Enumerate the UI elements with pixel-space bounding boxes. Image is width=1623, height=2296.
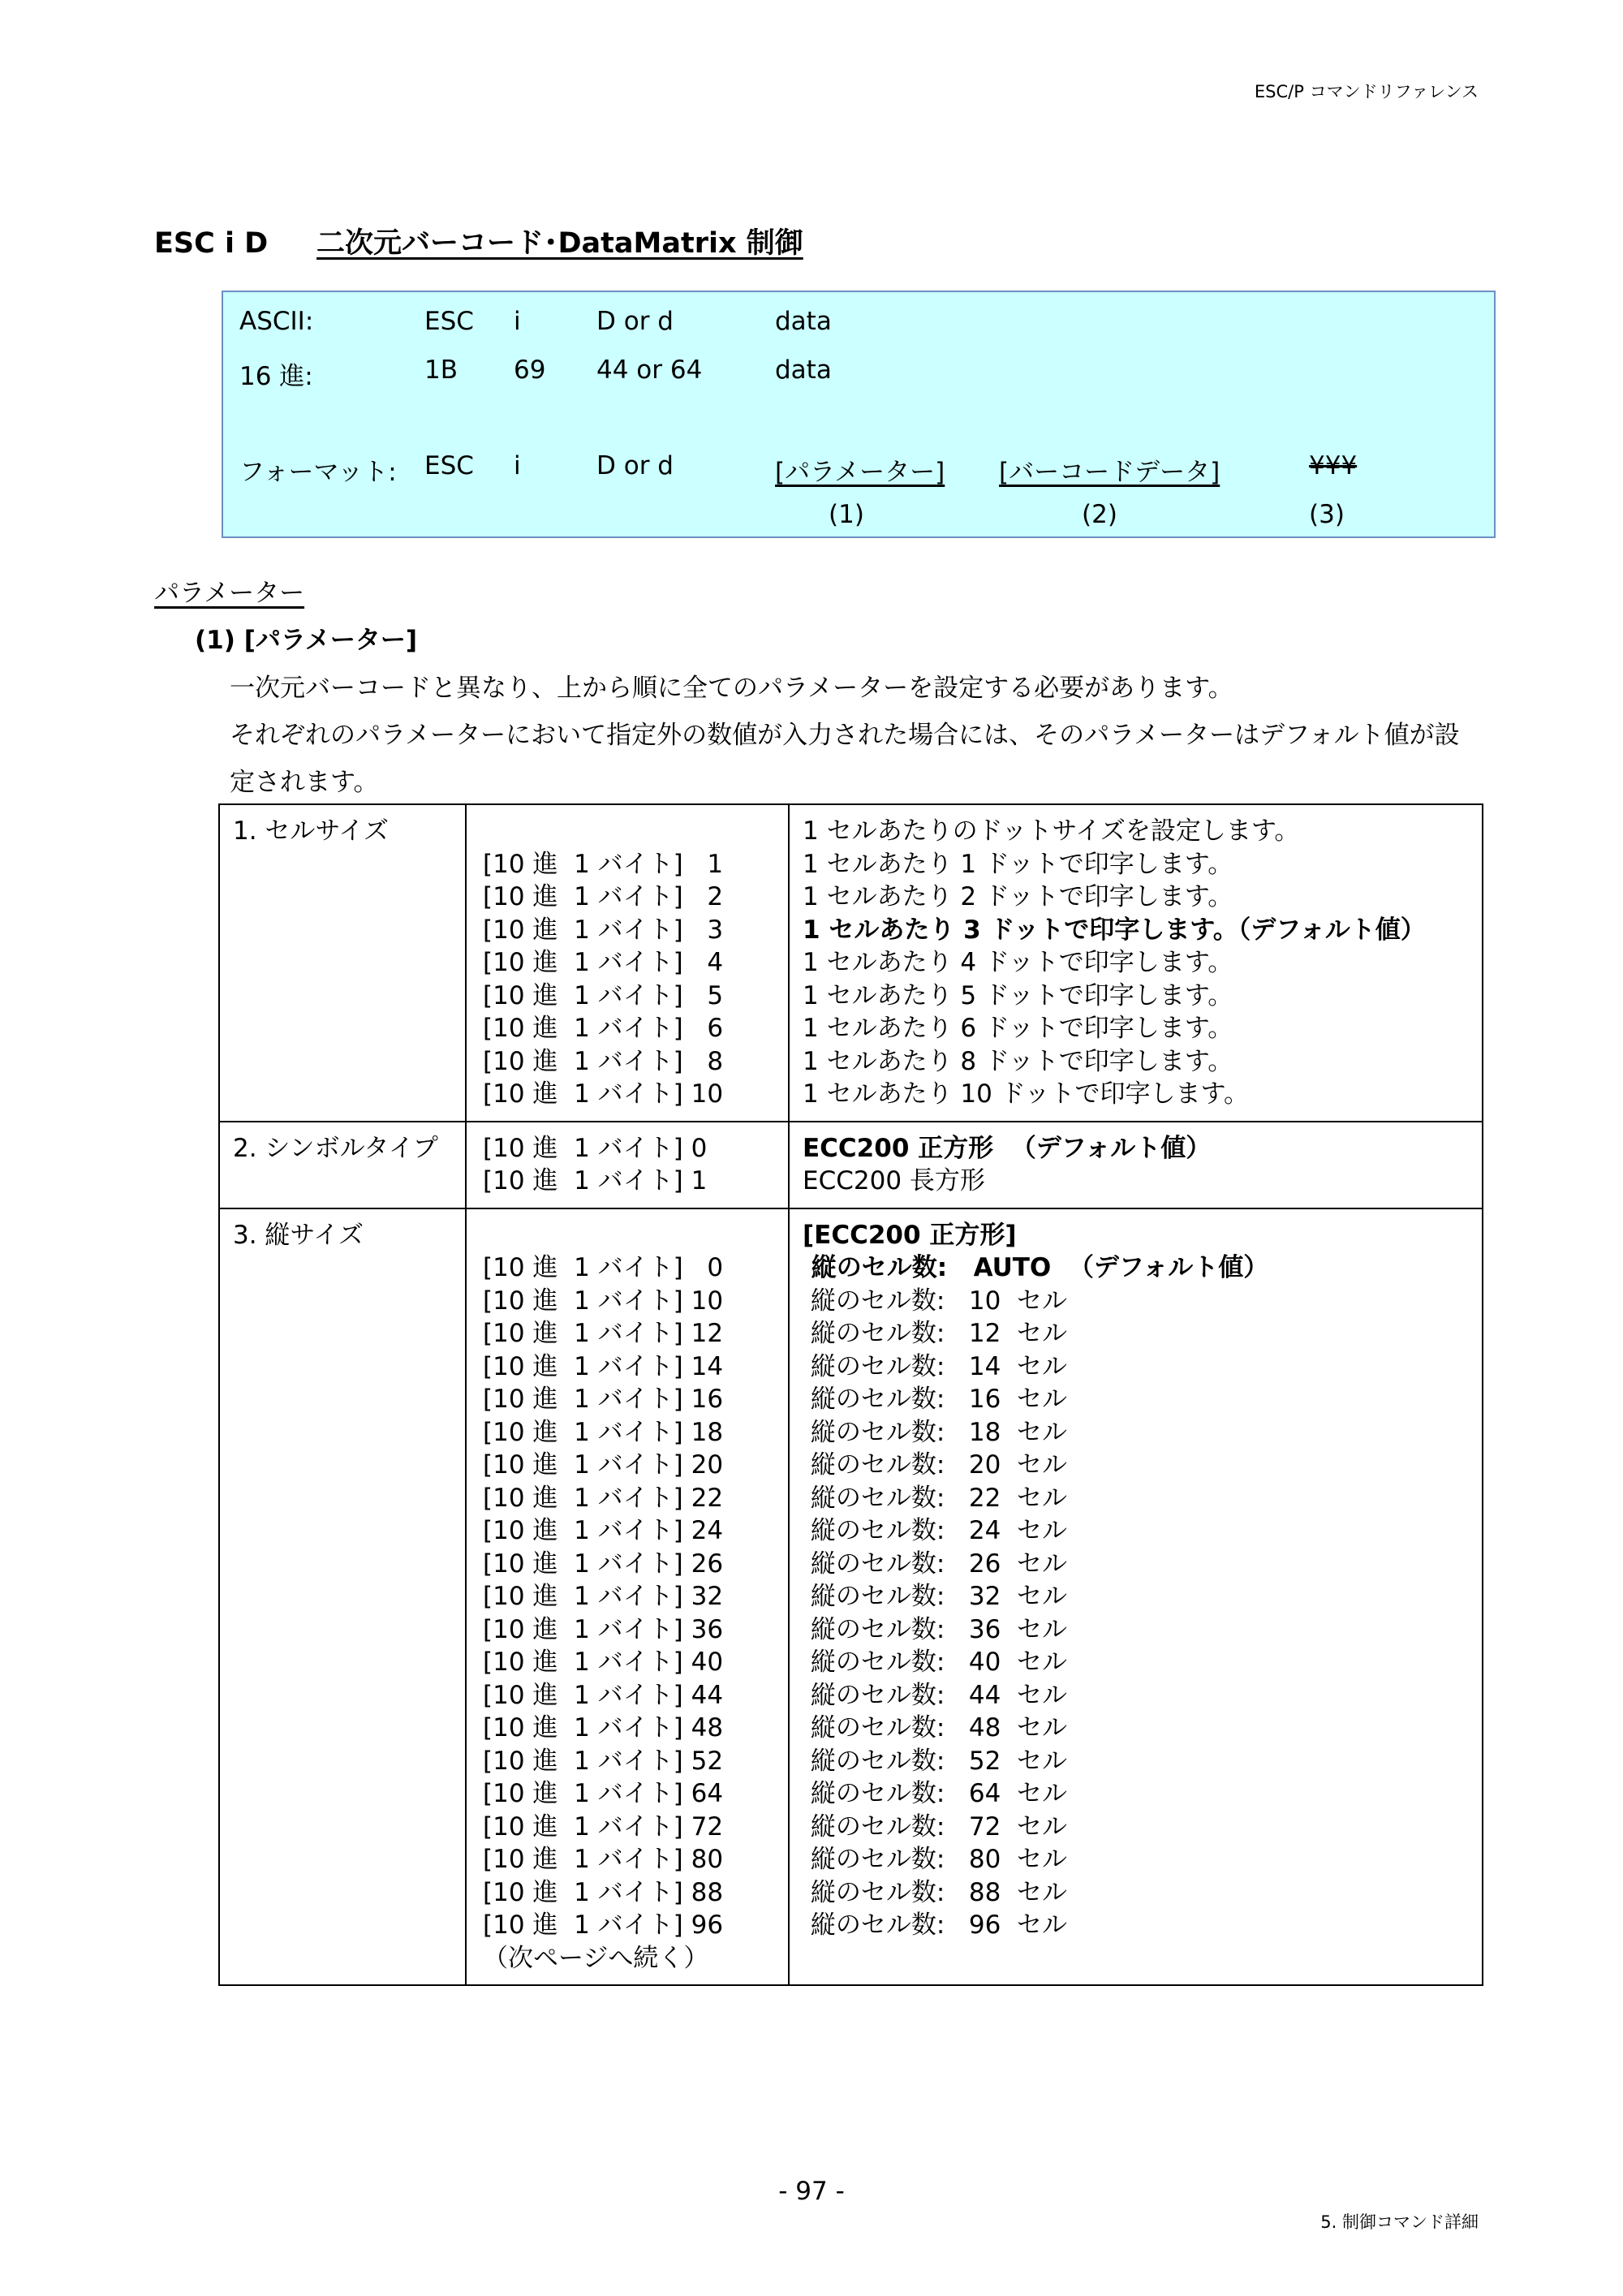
command-box [222, 291, 1496, 538]
param-value: （次ページへ続く） [483, 1943, 709, 1973]
param-desc-cell [789, 804, 1483, 1122]
param-value: [10 進 1 バイト] 6 [483, 1014, 724, 1043]
param-description: 縦のセル数: 36 セル [803, 1614, 1068, 1644]
param-value: [10 進 1 バイト] 1 [483, 1166, 708, 1195]
param-description: 1 セルあたり 5 ドットで印字します。 [803, 980, 1233, 1010]
param-value: [10 進 1 バイト] 0 [483, 1253, 724, 1282]
param-description: 1 セルあたりのドットサイズを設定します。 [803, 816, 1300, 846]
param-values-cell [466, 1122, 789, 1208]
param-description: 縦のセル数: 20 セル [803, 1450, 1068, 1480]
ascii-c2: i [514, 307, 521, 336]
page-title [154, 221, 803, 261]
param-description: ECC200 正方形 （デフォルト値） [803, 1133, 1212, 1163]
param-name: 1. セルサイズ [233, 816, 389, 846]
param-name-cell [219, 1208, 466, 1986]
param-value: [10 進 1 バイト] 0 [483, 1133, 708, 1163]
hex-c1: 1B [424, 355, 458, 385]
param-description: 縦のセル数: 24 セル [803, 1516, 1068, 1545]
param-description: 1 セルあたり 4 ドットで印字します。 [803, 948, 1233, 977]
param-name: 2. シンボルタイプ [233, 1133, 438, 1163]
page-number: - 97 - [778, 2177, 845, 2206]
param-description: 縦のセル数: 18 セル [803, 1417, 1068, 1447]
param-value: [10 進 1 バイト] 20 [483, 1450, 724, 1480]
param-value: [10 進 1 バイト] 8 [483, 1046, 724, 1076]
param-value: [10 進 1 バイト] 10 [483, 1286, 724, 1316]
param-description: 縦のセル数: 88 セル [803, 1877, 1068, 1907]
param-desc-cell [789, 1122, 1483, 1208]
param-value: [10 進 1 バイト] 14 [483, 1351, 724, 1381]
param-value: [10 進 1 バイト] 80 [483, 1845, 724, 1874]
param-description: 縦のセル数: AUTO （デフォルト値） [803, 1253, 1269, 1282]
paragraph-1: 一次元バーコードと異なり、上から順に全てのパラメーターを設定する必要があります。 [230, 674, 1233, 703]
format-terminator: ¥¥¥ [1309, 451, 1358, 480]
param-desc-cell [789, 1208, 1483, 1986]
param-description: 縦のセル数: 12 セル [803, 1319, 1068, 1348]
table-row [219, 1122, 1483, 1208]
param-value: [10 進 1 バイト] 18 [483, 1417, 724, 1447]
section-title: パラメーター [154, 579, 305, 608]
param-description: 縦のセル数: 44 セル [803, 1680, 1068, 1710]
param-value: [10 進 1 バイト] 72 [483, 1811, 724, 1842]
param-value: [10 進 1 バイト] 64 [483, 1779, 724, 1808]
hex-label: 16 進: [239, 362, 313, 391]
param-description: 縦のセル数: 22 セル [803, 1483, 1068, 1513]
hex-c3: 44 or 64 [596, 355, 703, 385]
hex-c2: 69 [514, 355, 546, 385]
param-description: 縦のセル数: 96 セル [803, 1910, 1068, 1940]
param-value: [10 進 1 バイト] 16 [483, 1385, 724, 1414]
param-description: 1 セルあたり 10 ドットで印字します。 [803, 1079, 1250, 1109]
param-description: 1 セルあたり 6 ドットで印字します。 [803, 1014, 1233, 1043]
param-description: 縦のセル数: 26 セル [803, 1549, 1068, 1579]
param-description: 1 セルあたり 2 ドットで印字します。 [803, 882, 1233, 911]
format-c1: ESC [424, 451, 474, 480]
param-name: 3. 縦サイズ [233, 1220, 364, 1250]
param-value: [10 進 1 バイト] 10 [483, 1079, 724, 1109]
running-header: ESC/P コマンドリファレンス [1254, 82, 1479, 101]
param-value: [10 進 1 バイト] 52 [483, 1746, 724, 1776]
param-value: [10 進 1 バイト] 4 [483, 948, 724, 977]
ascii-label: ASCII: [239, 307, 314, 336]
param-description: 1 セルあたり 3 ドットで印字します。（デフォルト値） [803, 915, 1426, 945]
param-description: ECC200 長方形 [803, 1166, 985, 1195]
param-value: [10 進 1 バイト] 5 [483, 980, 724, 1010]
param-value: [10 進 1 バイト] 48 [483, 1713, 724, 1742]
format-c2: i [514, 451, 521, 480]
param-value: [10 進 1 バイト] 36 [483, 1614, 724, 1644]
subheading: (1) [パラメーター] [195, 626, 418, 655]
title-text: 二次元バーコード･DataMatrix 制御 [316, 227, 803, 260]
param-value [483, 1219, 775, 1252]
param-value: [10 進 1 バイト] 3 [483, 915, 724, 945]
param-description: 縦のセル数: 64 セル [803, 1779, 1068, 1808]
format-label: フォーマット: [239, 458, 397, 487]
param-description: 1 セルあたり 1 ドットで印字します。 [803, 849, 1233, 879]
param-value: [10 進 1 バイト] 88 [483, 1877, 724, 1907]
param-values-cell [466, 1208, 789, 1986]
param-value: [10 進 1 バイト] 12 [483, 1319, 724, 1348]
param-value: [10 進 1 バイト] 44 [483, 1680, 724, 1710]
paragraph-2: それぞれのパラメーターにおいて指定外の数値が入力された場合には、そのパラメーターはデフォルト値が設 [230, 721, 1460, 750]
format-n1: (1) [829, 500, 864, 529]
title-command: ESC i D [154, 227, 269, 260]
param-description: 縦のセル数: 72 セル [803, 1811, 1068, 1842]
ascii-c1: ESC [424, 307, 474, 336]
param-description: 縦のセル数: 32 セル [803, 1582, 1068, 1611]
table-row [219, 804, 1483, 1122]
param-description: [ECC200 正方形] [803, 1220, 1017, 1250]
param-description: 縦のセル数: 48 セル [803, 1713, 1068, 1742]
parameter-table [218, 803, 1483, 1986]
param-description: 縦のセル数: 40 セル [803, 1648, 1068, 1677]
param-value: [10 進 1 バイト] 96 [483, 1910, 724, 1940]
param-description: 縦のセル数: 14 セル [803, 1351, 1068, 1381]
paragraph-3: 定されます。 [230, 768, 379, 797]
param-value: [10 進 1 バイト] 22 [483, 1483, 724, 1513]
param-value: [10 進 1 バイト] 32 [483, 1582, 724, 1611]
format-c3: D or d [596, 451, 674, 480]
param-description: 縦のセル数: 16 セル [803, 1385, 1068, 1414]
param-description: 縦のセル数: 80 セル [803, 1845, 1068, 1874]
param-values-cell [466, 804, 789, 1122]
ascii-c4: data [775, 307, 832, 336]
ascii-c3: D or d [596, 307, 674, 336]
param-value: [10 進 1 バイト] 26 [483, 1549, 724, 1579]
param-value [483, 815, 775, 848]
param-name-cell [219, 804, 466, 1122]
param-description: 縦のセル数: 52 セル [803, 1746, 1068, 1776]
param-description: 縦のセル数: 10 セル [803, 1286, 1068, 1316]
param-name-cell [219, 1122, 466, 1208]
param-value: [10 進 1 バイト] 2 [483, 882, 724, 911]
format-n3: (3) [1309, 500, 1345, 529]
param-description: 1 セルあたり 8 ドットで印字します。 [803, 1046, 1233, 1076]
param-value: [10 進 1 バイト] 1 [483, 849, 724, 879]
param-value: [10 進 1 バイト] 24 [483, 1516, 724, 1545]
param-value: [10 進 1 バイト] 40 [483, 1648, 724, 1677]
format-barcode-data: [バーコードデータ] [999, 458, 1220, 487]
running-footer: 5. 制御コマンド詳細 [1320, 2212, 1479, 2232]
table-row [219, 1208, 1483, 1986]
format-n2: (2) [1082, 500, 1117, 529]
format-param: [パラメーター] [775, 458, 945, 487]
hex-c4: data [775, 355, 832, 385]
